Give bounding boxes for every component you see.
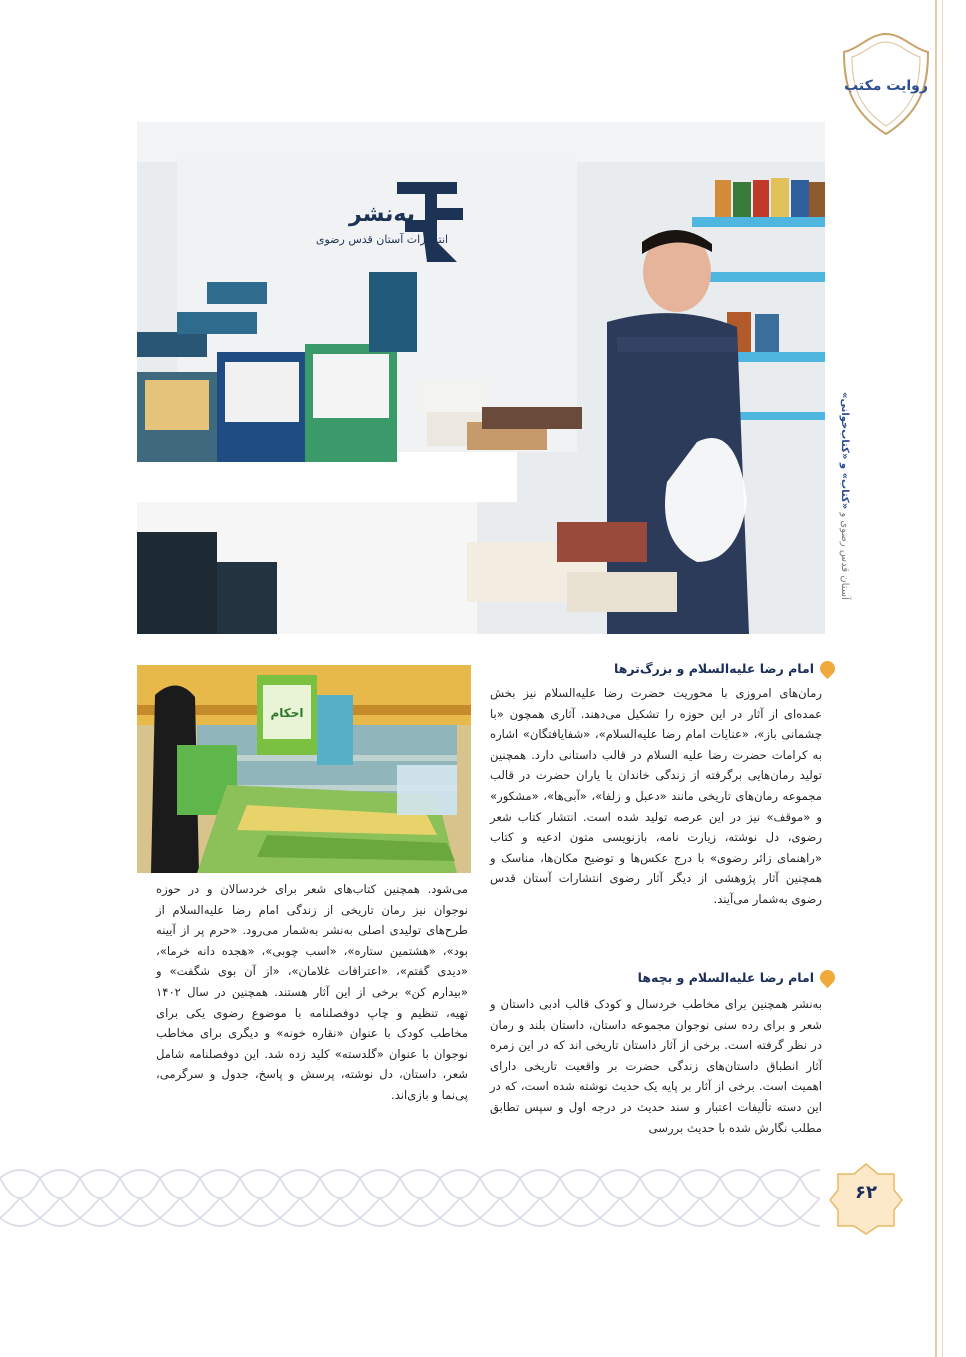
publisher-sign-subtitle: انتشارات آستان قدس رضوی (315, 233, 449, 246)
children-books-photo (137, 665, 471, 873)
decorative-border (0, 1168, 940, 1228)
margin-rule (935, 0, 937, 1357)
publisher-sign-title: به‌نشر (349, 202, 415, 227)
running-head-part1: آستان قدس رضوی و (839, 509, 850, 600)
bullet-icon (817, 967, 838, 988)
bookstand-photo (137, 122, 825, 634)
bookstand-illustration (137, 122, 825, 634)
publisher-sign (287, 202, 477, 246)
logo-text: روایت مکتب (844, 78, 928, 94)
left-column-body (156, 879, 468, 1106)
paragraph: رمان‌های امروزی با محوریت حضرت رضا علیه‌السلام نیز بخش عمده‌ای از آثار در این حوزه را تشکیل می‌دهند. آثاری همچون «با چشمانی باز»، «عنایات امام رضا علیه‌السلام»، «شفایافتگان» اشاره به کرامات حضرت رضا علیه السلام در قالب داستانی دارد. همچنین تولید رمان‌هایی برگرفته از زندگی خاندان یا یاران حضرت در قالب مجموعه رمان‌های تاریخی مانند «دعبل و زلفا»، «آبی‌ها»، «مشکور» و «موقف» نیز در این عرصه تولید شده است. انتشار کتاب شعر رضوی، دل نوشته، زیارت نامه، بازنویسی متون ادعیه و کتاب «راهنمای زائر رضوی» با درج عکس‌ها و توضیح مکان‌ها، مناسک و همچنین آثار پژوهشی از دیگر آثار رضوی انتشارات آستان قدس رضوی به‌شمار می‌آیند. (490, 686, 822, 906)
page-number: ۶۲ (855, 1182, 877, 1203)
children-book-title: احکام (270, 706, 304, 720)
running-head (826, 150, 862, 600)
journal-logo (832, 30, 940, 138)
section-body-adults (490, 683, 822, 910)
children-books-illustration (137, 665, 471, 873)
section-body-children (490, 994, 822, 1138)
paragraph: به‌نشر همچنین برای مخاطب خردسال و کودک قالب ادبی داستان و شعر و برای رده سنی نوجوان مجموعه داستان، داستان بلند و رمان در نظر گرفته است. برخی از آثار داستان تاریخی اند که در این زمره آثار انطباق داستان‌های زندگی حضرت بر واقعیت تاریخی دارای اهمیت است. برخی از آثار بر پایه یک حدیث نوشته شده است، که در این دسته تألیفات اعتبار و سند حدیث در درجه اول و سپس تطابق مطلب نگارش شده با حدیث بررسی (490, 997, 822, 1135)
section-heading-adults (530, 661, 835, 676)
section-heading-children (530, 970, 835, 985)
margin-rule-thin (942, 0, 943, 1357)
running-head-part2: «کتاب» و «کتاب‌خوانی» (839, 392, 850, 510)
bullet-icon (817, 658, 838, 679)
paragraph: می‌شود. همچنین کتاب‌های شعر برای خردسالان و در حوزه نوجوان نیز رمان تاریخی از زندگی امام رضا علیه‌السلام از طرح‌های تولیدی اصلی به‌نشر به‌شمار می‌رود. «حرم پر از آیینه بود»، «هشتمین ستاره»، «اسب چوبی»، «هجده دانه خرما»، «دیدی گفتم»، «اعترافات غلامان»، «از آن بوی شگفت» و «بیدارم کن» برخی از این آثار هستند. همچنین در سال ۱۴۰۲ تهیه، تنظیم و چاپ دوفصلنامه با موضوع رضوی یکی برای مخاطب کودک با عنوان «نقاره خونه» و دیگری برای مخاطب نوجوان با عنوان «گلدسته» کلید زده شد. این دوفصلنامه شامل شعر، داستان، دل نوشته، پرسش و پاسخ، جدول و سرگرمی، پی‌نما و بازی‌اند. (156, 882, 468, 1102)
section-heading-children-text: امام رضا علیه‌السلام و بچه‌ها (637, 970, 814, 985)
section-heading-adults-text: امام رضا علیه‌السلام و بزرگ‌ترها (614, 661, 814, 676)
